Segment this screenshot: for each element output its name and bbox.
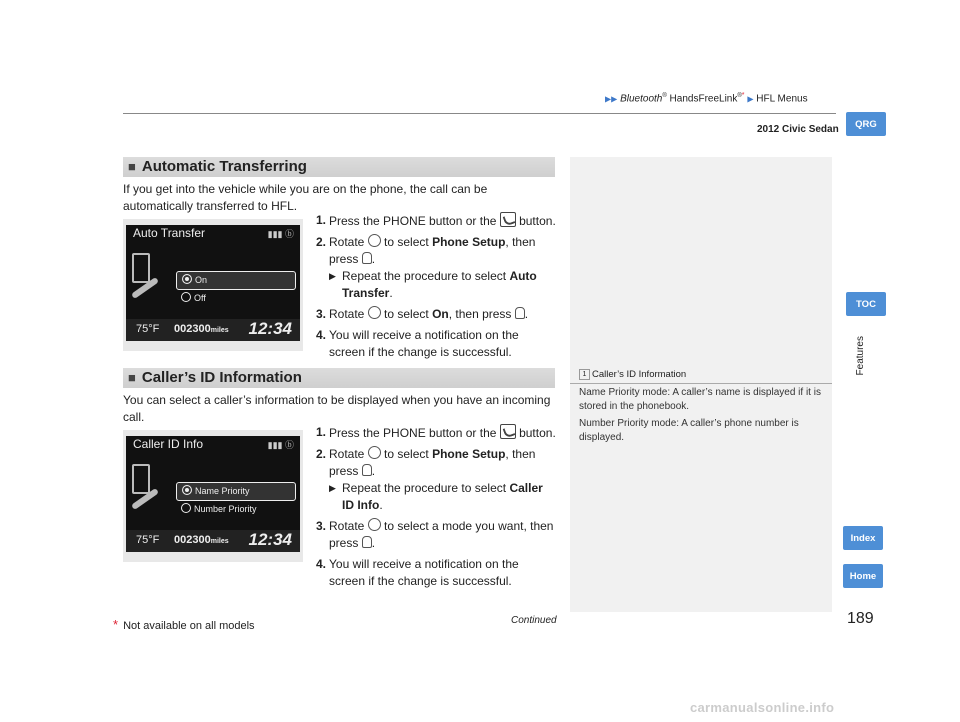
- section-heading-automatic-transferring: ■ Automatic Transferring: [123, 157, 555, 177]
- auto-transfer-screen-image: [123, 219, 303, 351]
- press-icon: [362, 252, 372, 264]
- clock: 12:34: [248, 530, 292, 549]
- home-tab[interactable]: Home: [843, 564, 883, 588]
- section-intro: You can select a caller’s information to be displayed when you have an incoming call.: [123, 393, 551, 424]
- press-icon: [362, 464, 372, 476]
- temperature: 75°F: [136, 323, 160, 335]
- step-item: 2. Rotate to select Phone Setup, then press . ▶ Repeat the procedure to select Caller ID Info.: [316, 447, 543, 512]
- step-item: 1. Press the PHONE button or the button.: [316, 425, 556, 440]
- breadcrumb-arrow-icon: ▶: [747, 94, 754, 104]
- watermark: carmanualsonline.info: [690, 700, 835, 715]
- sidebar-rule: [570, 383, 832, 384]
- step-item: 3. Rotate to select On, then press .: [316, 307, 529, 321]
- qrg-tab[interactable]: QRG: [846, 112, 886, 136]
- screen-title: Caller ID Info: [133, 437, 204, 451]
- press-icon: [515, 307, 525, 319]
- toc-tab[interactable]: TOC: [846, 292, 886, 316]
- selector-knob-icon: [368, 234, 381, 247]
- signal-icon: ▮▮▮ ⓑ: [267, 229, 294, 239]
- section-intro: If you get into the vehicle while you are on the phone, the call can be automatically transferred to HFL.: [123, 182, 488, 213]
- signal-icon: ▮▮▮ ⓑ: [267, 440, 294, 450]
- sidebar-note-number-priority: Number Priority mode: A caller’s phone number is displayed.: [579, 418, 799, 443]
- steps-list: [316, 424, 556, 594]
- phone-icon: [132, 464, 150, 494]
- selector-knob-icon: [368, 306, 381, 319]
- header-rule: [123, 113, 836, 114]
- sidebar-title: 1 Caller’s ID Information: [579, 369, 686, 380]
- screen-option: Name Priority: [176, 482, 296, 501]
- breadcrumb-hfl-menus: HFL Menus: [756, 93, 808, 105]
- breadcrumb-bluetooth: Bluetooth: [620, 93, 663, 105]
- temperature: 75°F: [136, 534, 160, 546]
- model-label: 2012 Civic Sedan: [757, 124, 839, 135]
- selector-knob-icon: [368, 446, 381, 459]
- section-label-features: Features: [855, 336, 866, 376]
- step-item: 2. Rotate to select Phone Setup, then press . ▶ Repeat the procedure to select Auto Transfer.: [316, 235, 537, 300]
- footnote: * Not available on all models: [113, 617, 255, 632]
- sidebar-note-name-priority: Name Priority mode: A caller’s name is displayed if it is stored in the phonebook.: [579, 387, 821, 412]
- caller-id-screen-image: [123, 430, 303, 562]
- screen-title: Auto Transfer: [133, 226, 206, 240]
- step-item: 1. Press the PHONE button or the button.: [316, 213, 556, 228]
- phone-button-icon: [500, 212, 516, 227]
- step-item: 4. You will receive a notification on the screen if the change is successful.: [316, 328, 519, 359]
- clock: 12:34: [248, 319, 292, 338]
- selector-knob-icon: [368, 518, 381, 531]
- page-number: 189: [847, 610, 874, 627]
- breadcrumb-arrow-icon: ▶▶: [605, 94, 618, 104]
- step-item: 4. You will receive a notification on the screen if the change is successful.: [316, 557, 519, 588]
- screen-option: Off: [176, 290, 294, 307]
- screen-option: On: [176, 271, 296, 290]
- continued-label: Continued: [511, 615, 557, 626]
- sidebar-panel: [570, 157, 832, 612]
- screen-option: Number Priority: [176, 501, 294, 518]
- odometer: 002300miles: [174, 534, 229, 546]
- arrow-icon: ▶: [329, 271, 336, 281]
- odometer: 002300miles: [174, 323, 229, 335]
- press-icon: [362, 536, 372, 548]
- phone-button-icon: [500, 424, 516, 439]
- index-tab[interactable]: Index: [843, 526, 883, 550]
- step-item: 3. Rotate to select a mode you want, then press .: [316, 519, 554, 550]
- section-heading-callers-id: ■ Caller’s ID Information: [123, 368, 555, 388]
- arrow-icon: ▶: [329, 483, 336, 493]
- steps-list: [316, 212, 556, 365]
- breadcrumb: ▶▶ Bluetooth® HandsFreeLink®* ▶ HFL Menus: [605, 92, 808, 105]
- phone-icon: [132, 253, 150, 283]
